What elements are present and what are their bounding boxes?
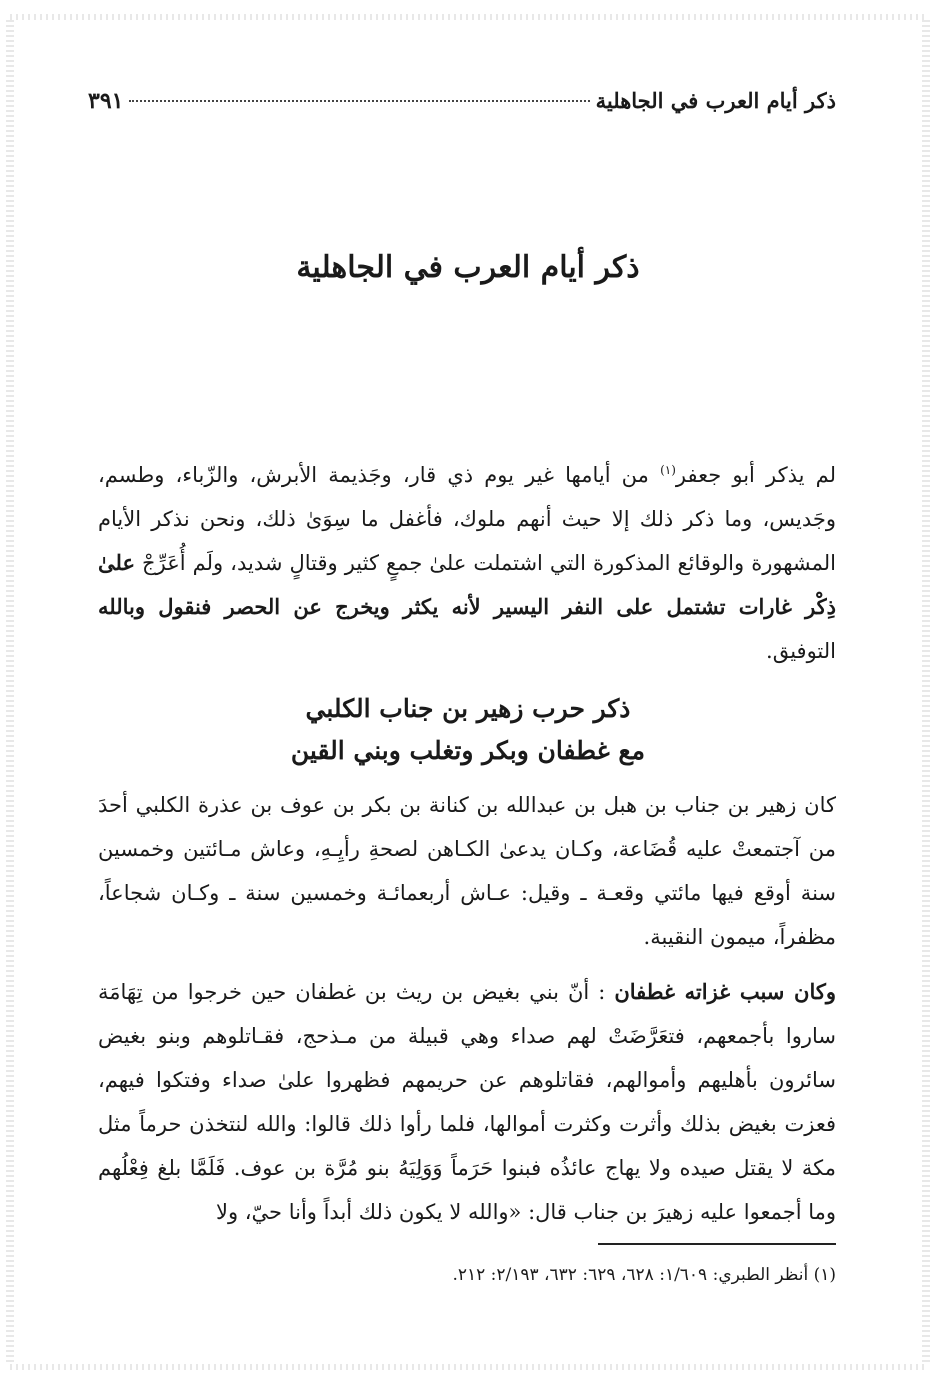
page-number: ٣٩١ <box>88 88 124 114</box>
paragraph-ghatafan-text: : أنّ بني بغيض بن ريث بن غطفان حين خرجوا من تِهَامَة ساروا بأجمعهم، فتعَرَّضَتْ لهم صداء وهي قبيلة من مـذحج، فقـاتلوهم وبنو بغيض سائرون بأهليهم وأموالهم، فقاتلوهم عن حريمهم فظهروا علىٰ صداء وفتكوا فيهم، فعزت بغيض بذلك وأثرت وكثرت أموالها، فلما رأوا ذلك قالوا: والله لنتخذن حرماً مثل مكة لا يقتل صيده ولا يهاج عائذُه فبنوا حَرَماً وَوَلِيَهُ بنو مُرَّة بن عوف. فَلَمَّا بلغ فِعْلُهم وما أجمعوا عليه زهيرَ بن جناب قال: «والله لا يكون ذلك أبداً وأنا حيّ، ولا <box>98 980 836 1224</box>
running-head <box>88 88 836 118</box>
paragraph-lead: وكان سبب غزاته غطفان <box>614 979 836 1004</box>
footnote: (١) أنظر الطبري: ١/٦٠٩: ٦٢٨، ٦٢٩: ٦٣٢، ٢/١٩٣: ٢١٢. <box>452 1265 836 1285</box>
section-title-line-2: مع غطفان وبكر وتغلب وبني القين <box>290 736 646 765</box>
footnote-reference: (١) <box>660 463 676 477</box>
section-title-line-1: ذكر حرب زهير بن جناب الكلبي <box>305 694 631 723</box>
footnote-rule <box>598 1243 836 1245</box>
section-title <box>100 688 836 772</box>
running-head-title: ذكر أيام العرب في الجاهلية <box>595 88 836 113</box>
scan-edge-left <box>6 20 14 1362</box>
scan-edge-bottom <box>10 1364 926 1370</box>
intro-paragraph <box>98 453 836 673</box>
intro-text-emphasis: علىٰ ذِكْر غارات تشتمل على النفر اليسير لأنه يكثر ويخرج عن الحصر فنقول وبالله <box>98 550 836 619</box>
intro-text-4: التوفيق. <box>766 639 836 663</box>
intro-text-1: لم يذكر أبو جعفر <box>675 463 836 487</box>
paragraph-zuhair: كان زهير بن جناب بن هبل بن عبدالله بن كنانة بن بكر بن عوف بن عذرة الكلبي أحدَ من آجتمعتْ عليه قُضَاعة، وكـان يدعىٰ الكـاهن لصحةِ رأيِـهِ، وعاش مـائتين وخمسين سنة أوقع فيها مائتي وقعـة ـ وقيل: عـاش أربعمائـة وخمسين سنة ـ وكـان شجاعاً، مظفراً، ميمون النقيبة. <box>98 793 836 949</box>
intro-text-2: من أيامها غير يوم ذي قار، وجَذيمة الأبرش، والزّباء، وطسم، وجَديس، وما ذكر ذلك إلا حيث أنهم ملوك، فأغفل ما سِوَىٰ ذلك، ونحن نذكر الأيام المشهورة والوقائع المذكورة التي اشتملت علىٰ جمعٍ كثير وقتالٍ شديد، ولَم أُعَرِّجْ <box>98 463 836 575</box>
paragraph-ghatafan <box>98 970 836 1234</box>
scan-edge-top <box>10 14 926 20</box>
scan-edge-right <box>922 20 930 1362</box>
chapter-title: ذكر أيام العرب في الجاهلية <box>296 250 640 285</box>
running-head-leader-dots <box>129 100 589 102</box>
